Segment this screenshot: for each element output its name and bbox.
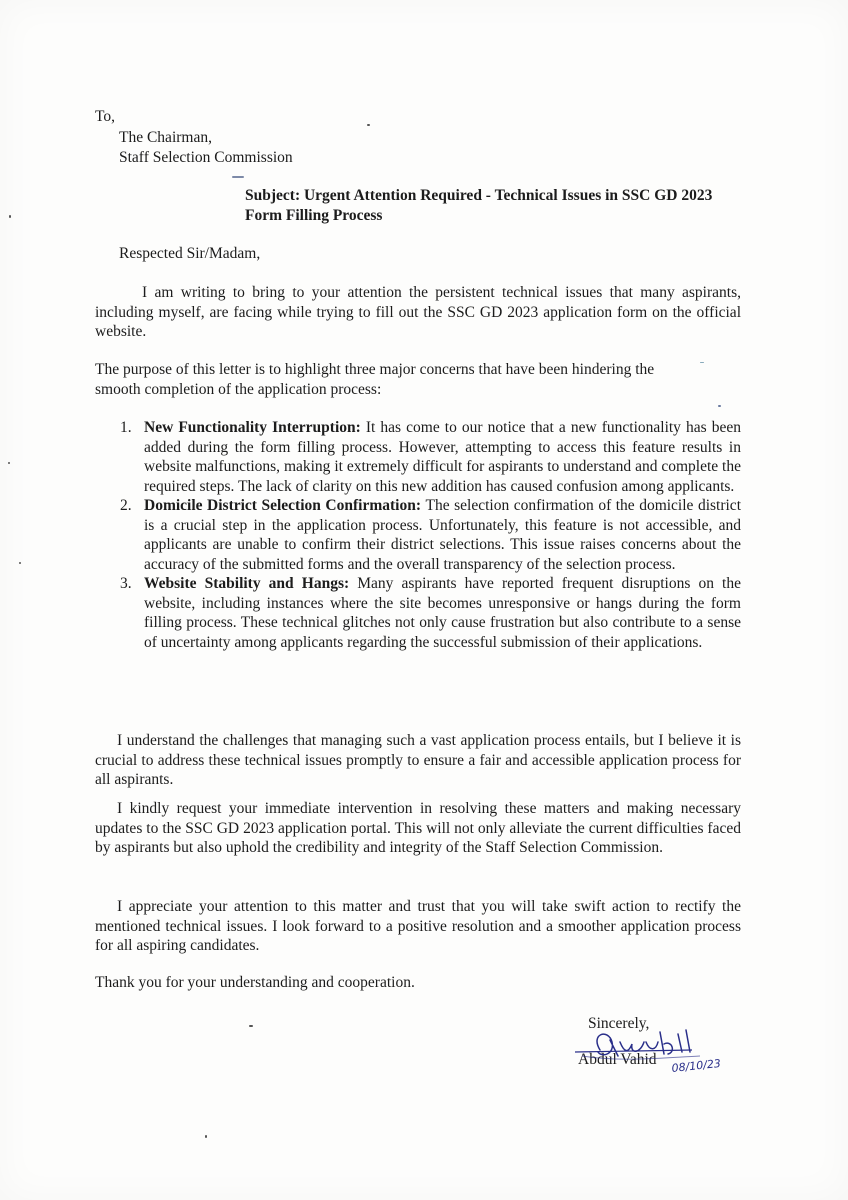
to-line: To,	[95, 108, 116, 125]
thanks-line: Thank you for your understanding and cooperation.	[95, 974, 415, 991]
understanding-paragraph: I understand the challenges that managing such a vast application process entails, but I believe it is crucial to address these technical issues promptly to ensure a fair and accessible application process for all aspirants.	[95, 732, 741, 788]
recipient-title: The Chairman,	[119, 129, 212, 146]
issue-item	[120, 574, 741, 652]
scan-speck	[9, 215, 11, 218]
scan-speck	[700, 362, 704, 363]
issue-item	[120, 418, 741, 496]
signer-name: Abdul Vahid	[578, 1051, 657, 1068]
issue-number: 1.	[120, 419, 132, 436]
issue-title: New Functionality Interruption:	[144, 419, 366, 436]
closing-sincerely: Sincerely,	[588, 1015, 650, 1032]
issues-list	[120, 418, 741, 652]
handwritten-signature	[560, 1012, 745, 1078]
issue-number: 3.	[120, 575, 132, 592]
issue-title: Website Stability and Hangs:	[144, 575, 358, 592]
issue-text: Many aspirants have reported frequent disruptions on the website, including instances where the site becomes unresponsive or hangs during the form filling process. These technical glitches not only cause frustration but also contribute to a sense of uncertainty among applicants regarding the successful submission of their applications.	[144, 575, 741, 651]
signature-date: 08/10/23	[670, 1056, 722, 1075]
scan-speck	[205, 1135, 207, 1138]
issue-number: 2.	[120, 497, 132, 514]
scan-speck	[249, 1025, 253, 1027]
intro-paragraph: I am writing to bring to your attention the persistent technical issues that many aspirants, including myself, are facing while trying to fill out the SSC GD 2023 application form on the official website.	[95, 284, 741, 340]
issue-text: It has come to our notice that a new functionality has been added during the form filling process. However, attempting to access this feature results in website malfunctions, making it extremely difficult for aspirants to understand and complete the required steps. The lack of clarity on this new addition has caused confusion among applicants.	[144, 419, 741, 495]
issue-item	[120, 496, 741, 574]
scan-speck	[367, 124, 370, 126]
appreciation-paragraph: I appreciate your attention to this matter and trust that you will take swift action to rectify the mentioned technical issues. I look forward to a positive resolution and a smoother application process for all aspiring candidates.	[95, 898, 741, 954]
request-paragraph: I kindly request your immediate intervention in resolving these matters and making necessary updates to the SSC GD 2023 application portal. This will not only alleviate the current difficulties faced by aspirants but also uphold the credibility and integrity of the Staff Selection Commission.	[95, 800, 741, 856]
scan-speck	[19, 562, 21, 564]
scan-speck	[8, 462, 10, 464]
issue-text: The selection confirmation of the domicile district is a crucial step in the application process. Unfortunately, this feature is not accessible, and applicants are unable to confirm their district selections. This issue raises concerns about the accuracy of the submitted forms and the overall transparency of the selection process.	[144, 497, 741, 573]
scan-speck	[232, 176, 244, 178]
purpose-paragraph: The purpose of this letter is to highlight three major concerns that have been hindering the smooth completion of the application process:	[95, 361, 655, 398]
greeting: Respected Sir/Madam,	[119, 245, 261, 262]
recipient-organization: Staff Selection Commission	[119, 149, 293, 166]
subject-line: Subject: Urgent Attention Required - Technical Issues in SSC GD 2023 Form Filling Process	[245, 187, 713, 224]
scan-speck	[718, 405, 721, 407]
issue-title: Domicile District Selection Confirmation:	[144, 497, 426, 514]
